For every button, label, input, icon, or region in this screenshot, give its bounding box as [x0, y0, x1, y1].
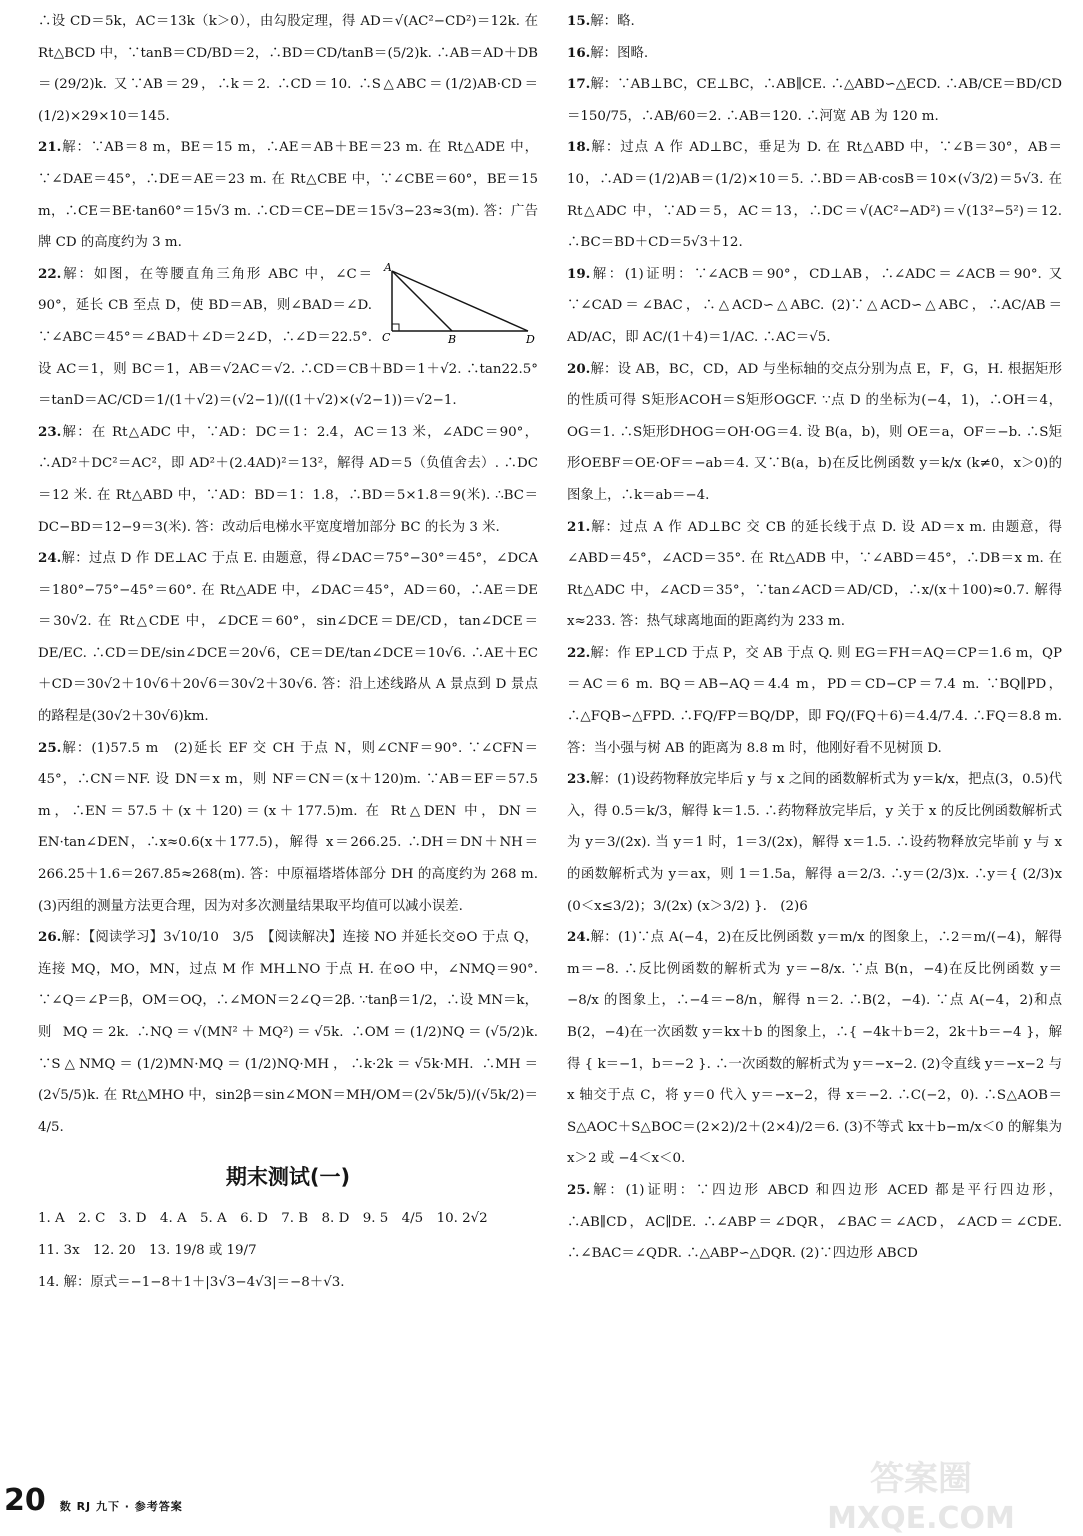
entry-number: 22.: [567, 644, 591, 661]
entry-number: 24.: [38, 550, 62, 567]
answer-line: 11. 3x 12. 20 13. 19/8 或 19/7: [38, 1242, 257, 1258]
answer-entry: [567, 922, 1062, 1175]
answer-line: 1. A 2. C 3. D 4. A 5. A 6. D 7. B 8. D 9. 5 4/5 10. 2√2: [38, 1211, 488, 1227]
entry-text: 解：(1)57.5 m (2)延长 EF 交 CH 于点 N，则∠CNF＝90°. ∵∠CFN＝45°，∴CN＝NF. 设 DN＝x m，则 NF＝CN＝(x＋120)m. ∵AB＝EF＝57.5 m，∴EN＝57.5＋(x＋120)＝(x＋177.5)m. 在 Rt△DEN 中，DN＝EN·tan∠DEN，∴x≈0.6(x＋177.5)，解得 x＝266.25. ∴DH＝DN＋NH＝266.25＋1.6＝267.85≈268(m). 答：中原福塔塔体部分 DH 的高度约为 268 m. (3)丙组的测量方法更合理，因为对多次测量结果取平均值可以减小误差.: [38, 740, 538, 914]
answer-entry-with-figure: [38, 259, 538, 417]
entry-text: 解：【阅读学习】3√10/10 3/5 【阅读解决】连接 NO 并延长交⊙O 于点 Q，连接 MQ，MO，MN，过点 M 作 MH⊥NO 于点 H. 在⊙O 中，∠NMQ＝90°. ∵∠Q＝∠P＝β，OM＝OQ，∴∠MON＝2∠Q＝2β. ∵tanβ＝1/2，∴设 MN＝k，则 MQ＝2k. ∴NQ＝√(MN²＋MQ²)＝√5k. ∴OM＝(1/2)NQ＝(√5/2)k. ∵S△NMQ＝(1/2)MN·MQ＝(1/2)NQ·MH，∴k·2k＝√5k·MH. ∴MH＝(2√5/5)k. 在 Rt△MHO 中，sin2β＝sin∠MON＝MH/OM＝(2√5k/5)/(√5k/2)＝4/5.: [38, 930, 538, 1135]
entry-text: 解：作 EP⊥CD 于点 P，交 AB 于点 Q. 则 EG＝FH＝AQ＝CP＝1.6 m，QP＝AC＝6 m. BQ＝AB−AQ＝4.4 m，PD＝CD−CP＝7.4 m. ∵BQ∥PD，∴△FQB∽△FPD. ∴FQ/FP＝BQ/DP，即 FQ/(FQ＋6)＝4.4/7.4. ∴FQ＝8.8 m. 答：当小强与树 AB 的距离为 8.8 m 时，他刚好看不见树顶 D.: [567, 645, 1062, 756]
entry-number: 21.: [567, 518, 591, 535]
entry-text: 解：略.: [590, 14, 635, 29]
watermark-line2: MXQE.COM: [827, 1501, 1015, 1536]
entry-number: 15.: [567, 13, 591, 29]
entry-number: 23.: [38, 423, 62, 440]
left-column: [38, 6, 538, 1298]
answer-entry: [38, 543, 538, 733]
entry-text: 解：过点 A 作 AD⊥BC，垂足为 D. 在 Rt△ABD 中，∵∠B＝30°，AB＝10，∴AD＝(1/2)AB＝(1/2)×10＝5. ∴BD＝AB·cosB＝10×(√3/2)＝5√3. 在 Rt△ADC 中，∵AD＝5，AC＝13，∴DC＝√(AC²−AD²)＝√(13²−5²)＝12. ∴BC＝BD＋CD＝5√3＋12.: [567, 140, 1062, 251]
entry-number: 22.: [38, 265, 62, 282]
answer-entry: [567, 6, 1062, 38]
entry-text: 解：(1)证明：∵四边形 ABCD 和四边形 ACED 都是平行四边形，∴AB∥CD，AC∥DE. ∴∠ABP＝∠DQR，∠BAC＝∠ACD，∠ACD＝∠CDE. ∴∠BAC＝∠QDR. ∴△ABP∽△DQR. (2)∵四边形 ABCD: [567, 1182, 1062, 1262]
entry-number: 26.: [38, 929, 62, 946]
entry-text: 解：∵AB⊥BC，CE⊥BC，∴AB∥CE. ∴△ABD∽△ECD. ∴AB/CE＝BD/CD＝150/75，∴AB/60＝2. ∴AB＝120. ∴河宽 AB 为 120 m.: [567, 77, 1062, 124]
answer-entry: [567, 132, 1062, 258]
entry-number: 19.: [567, 265, 591, 282]
entry-text: 解：(1)设药物释放完毕后 y 与 x 之间的函数解析式为 y＝k/x，把点(3，0.5)代入，得 0.5＝k/3，解得 k＝1.5. ∴药物释放完毕后，y 关于 x 的反比例函数解析式为 y＝3/(2x). 当 y＝1 时，1＝3/(2x)，解得 x＝1.5. ∴设药物释放完毕前 y 与 x 的函数解析式为 y＝ax，则 1＝1.5a，解得 a＝2/3. ∴y＝(2/3)x. ∴y＝{ (2/3)x (0＜x≤3/2)；3/(2x) (x＞3/2) }. (2)6: [567, 772, 1062, 914]
entry-text: 解：(1)证明：∵∠ACB＝90°，CD⊥AB，∴∠ADC＝∠ACB＝90°. 又∵∠CAD＝∠BAC，∴△ACD∽△ABC. (2)∵△ACD∽△ABC，∴AC/AB＝AD/AC，即 AC/(1＋4)＝1/AC. ∴AC＝√5.: [567, 266, 1062, 345]
answer-entry: [38, 922, 538, 1143]
vertex-label-b: B: [448, 332, 457, 345]
answer-entry: [38, 6, 538, 132]
answer-entry: [567, 69, 1062, 132]
entry-text: 解：如图，在等腰直角三角形 ABC 中，∠C＝90°，延长 CB 至点 D，使 BD＝AB，则∠BAD＝∠D. ∵∠ABC＝45°＝∠BAD＋∠D＝2∠D，∴∠D＝22.5°. 设 AC＝1，则 BC＝1，AB＝√2AC＝√2. ∴CD＝CB＋BD＝1＋√2. ∴tan22.5°＝tanD＝AC/CD＝1/(1＋√2)＝(√2−1)/((1＋√2)×(√2−1))＝√2−1.: [38, 266, 538, 409]
entry-text: 解：过点 D 作 DE⊥AC 于点 E. 由题意，得∠DAC＝75°−30°＝45°，∠DCA＝180°−75°−45°＝60°. 在 Rt△ADE 中，∠DAC＝45°，AD＝60，∴AE＝DE＝30√2. 在 Rt△CDE 中，∠DCE＝60°，sin∠DCE＝DE/CD，tan∠DCE＝DE/EC. ∴CD＝DE/sin∠DCE＝20√6，CE＝DE/tan∠DCE＝10√6. ∴AE＋EC＋CD＝30√2＋10√6＋20√6＝30√2＋30√6. 答：沿上述线路从 A 景点到 D 景点的路程是(30√2＋30√6)km.: [38, 551, 538, 725]
page-footer: [4, 1484, 183, 1518]
entry-number: 16.: [567, 44, 591, 61]
entry-number: 17.: [567, 76, 591, 93]
entry-text: 解：(1)∵点 A(−4，2)在反比例函数 y＝m/x 的图象上，∴2＝m/(−4)，解得 m＝−8. ∴反比例函数的解析式为 y＝−8/x. ∵点 B(n，−4)在反比例函数 y＝−8/x 的图象上，∴−4＝−8/n，解得 n＝2. ∴B(2，−4). ∵点 A(−4，2)和点 B(2，−4)在一次函数 y＝kx＋b 的图象上，∴{ −4k＋b＝2，2k＋b＝−4 }，解得 { k＝−1，b＝−2 }. ∴一次函数的解析式为 y＝−x−2. (2)令直线 y＝−x−2 与 x 轴交于点 C，将 y＝0 代入 y＝−x−2，得 x＝−2. ∴C(−2，0). ∴S△AOB＝S△AOC＋S△BOC＝(2×2)/2＋(2×4)/2＝6. (3)不等式 kx＋b−m/x＜0 的解集为 x＞2 或 −4＜x＜0.: [567, 930, 1062, 1167]
answer-entry: [567, 764, 1062, 922]
answer-line: 14. 解：原式＝−1−8＋1＋|3√3−4√3|＝−8＋√3.: [38, 1274, 345, 1290]
entry-number: 25.: [38, 739, 62, 756]
answer-entry: [567, 512, 1062, 638]
entry-number: 20.: [567, 360, 591, 377]
vertex-label-c: C: [382, 330, 391, 344]
footer-label: 数 RJ 九下 · 参考答案: [59, 1500, 183, 1513]
page-number: 20: [4, 1483, 46, 1518]
watermark-line1: 答案圈: [870, 1459, 972, 1499]
answer-entry: [38, 132, 538, 258]
entry-text: 解：在 Rt△ADC 中，∵AD：DC＝1：2.4，AC＝13 米，∠ADC＝90°，∴AD²＋DC²＝AC²，即 AD²＋(2.4AD)²＝13²，解得 AD＝5（负值舍去）. ∴DC＝12 米. 在 Rt△ABD 中，∵AD：BD＝1：1.8，∴BD＝5×1.8＝9(米). ∴BC＝DC−BD＝12−9＝3(米). 答：改动后电梯水平宽度增加部分 BC 的长为 3 米.: [38, 424, 538, 535]
vertex-label-d: D: [526, 332, 535, 345]
entry-number: 18.: [567, 139, 591, 156]
answer-entry: [567, 354, 1062, 512]
entry-number: 25.: [567, 1181, 591, 1198]
vertex-label-a: A: [384, 262, 392, 274]
entry-text: 解：∵AB＝8 m，BE＝15 m，∴AE＝AB＋BE＝23 m. 在 Rt△ADE 中，∵∠DAE＝45°，∴DE＝AE＝23 m. 在 Rt△CBE 中，∵∠CBE＝60°，BE＝15 m，∴CE＝BE·tan60°＝15√3 m. ∴CD＝CE−DE＝15√3−23≈3(m). 答：广告牌 CD 的高度约为 3 m.: [38, 140, 538, 251]
entry-text: 解：图略.: [590, 45, 649, 61]
right-column: [567, 6, 1062, 1270]
answer-entry: [38, 417, 538, 543]
answer-entry: [567, 259, 1062, 354]
site-watermark: [771, 1454, 1071, 1536]
triangle-figure: [380, 263, 538, 345]
entry-number: 24.: [567, 929, 591, 946]
entry-text: 解：过点 A 作 AD⊥BC 交 CB 的延长线于点 D. 设 AD＝x m. 由题意，得∠ABD＝45°，∠ACD＝35°. 在 Rt△ADB 中，∵∠ABD＝45°，∴DB＝x m. 在 Rt△ADC 中，∠ACD＝35°，∵tan∠ACD＝AD/CD，∴x/(x＋100)≈0.7. 解得 x≈233. 答：热气球离地面的距离约为 233 m.: [567, 519, 1062, 630]
answer-entry: [38, 733, 538, 923]
answer-entry: [567, 1175, 1062, 1270]
entry-number: 21.: [38, 139, 62, 156]
entry-number: 23.: [567, 771, 591, 788]
answer-entry: [567, 638, 1062, 764]
entry-text: ∴设 CD＝5k，AC＝13k（k＞0），由勾股定理，得 AD＝√(AC²−CD²)＝12k. 在 Rt△BCD 中，∵tanB＝CD/BD＝2，∴BD＝CD/tanB＝(5/2)k. ∴AB＝AD＋DB＝(29/2)k. 又∵AB＝29，∴k＝2. ∴CD＝10. ∴S△ABC＝(1/2)AB·CD＝(1/2)×29×10＝145.: [38, 14, 538, 124]
section-title: 期末测试(一): [225, 1165, 351, 1190]
answer-entry: [567, 38, 1062, 70]
entry-text: 解：设 AB，BC，CD，AD 与坐标轴的交点分别为点 E，F，G，H. 根据矩形的性质可得 S矩形ACOH＝S矩形OGCF. ∵点 D 的坐标为(−4，1)，∴OH＝4，OG＝1. ∴S矩形DHOG＝OH·OG＝4. 设 B(a，b)，则 OE＝a，OF＝−b. ∴S矩形OEBF＝OE·OF＝−ab＝4. 又∵B(a，b)在反比例函数 y＝k/x (k≠0，x＞0)的图象上，∴k＝ab＝−4.: [567, 361, 1062, 503]
